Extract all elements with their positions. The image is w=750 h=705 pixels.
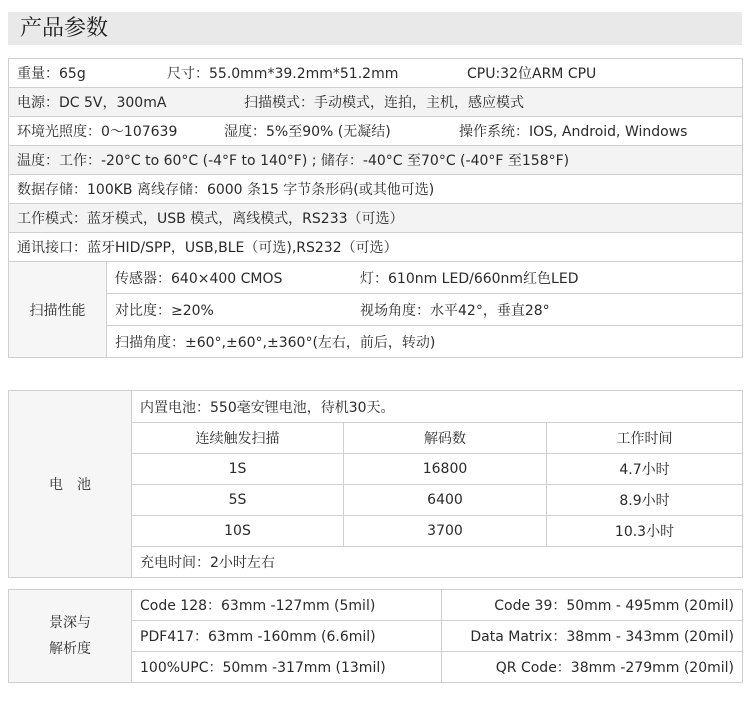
battery-label: 电 池 bbox=[9, 391, 132, 578]
header-trigger: 连续触发扫描 bbox=[132, 423, 344, 454]
spec-humidity: 湿度：5%至90% (无凝结) bbox=[224, 124, 391, 140]
spec-row bbox=[9, 204, 743, 233]
page-title: 产品参数 bbox=[8, 12, 742, 45]
spec-work-mode: 工作模式：蓝牙模式，USB 模式，离线模式，RS233（可选） bbox=[9, 204, 743, 233]
spec-size: 尺寸：55.0mm*39.2mm*51.2mm bbox=[167, 66, 399, 82]
spec-row bbox=[9, 117, 743, 146]
table-row: 10S 3700 10.3小时 bbox=[9, 516, 743, 547]
spec-row bbox=[9, 294, 743, 326]
battery-table bbox=[8, 390, 743, 578]
table-row: 景深与 解析度 Code 128：63mm -127mm (5mil) Code 39：50mm - 495mm (20mil) bbox=[9, 590, 743, 621]
spec-row bbox=[9, 262, 743, 294]
spec-row bbox=[9, 326, 743, 358]
battery-row bbox=[9, 391, 743, 423]
header-work-time: 工作时间 bbox=[547, 423, 743, 454]
battery-charge-time: 充电时间：2小时左右 bbox=[132, 547, 743, 578]
spec-scan-mode: 扫描模式：手动模式，连拍，主机，感应模式 bbox=[244, 95, 524, 111]
table-row: 100%UPC：50mm -317mm (13mil) QR Code：38mm -279mm (20mil) bbox=[9, 652, 743, 683]
table-row: 1S 16800 4.7小时 bbox=[9, 454, 743, 485]
spec-contrast: 对比度：≥20% bbox=[115, 302, 214, 319]
spec-fov: 视场角度：水平42°，垂直28° bbox=[360, 302, 550, 319]
scan-performance-label: 扫描性能 bbox=[9, 262, 107, 358]
spec-scan-angle: 扫描角度：±60°,±60°,±360°(左右，前后，转动) bbox=[107, 326, 743, 358]
depth-table bbox=[8, 589, 743, 683]
spec-row bbox=[9, 146, 743, 175]
battery-builtin: 内置电池：550毫安锂电池，待机30天。 bbox=[132, 391, 743, 423]
spec-light: 灯：610nm LED/660nm红色LED bbox=[360, 270, 579, 287]
spec-interface: 通讯接口：蓝牙HID/SPP，USB,BLE（可选),RS232（可选） bbox=[9, 233, 743, 262]
spec-table bbox=[8, 58, 743, 358]
spec-row bbox=[9, 59, 743, 88]
table-row: 5S 6400 8.9小时 bbox=[9, 485, 743, 516]
spec-power: 电源：DC 5V，300mA bbox=[17, 95, 167, 111]
header-decodes: 解码数 bbox=[344, 423, 547, 454]
spec-storage: 数据存储：100KB 离线存储：6000 条15 字节条形码(或其他可选) bbox=[9, 175, 743, 204]
spec-ambient-light: 环境光照度：0～107639 bbox=[17, 124, 178, 140]
table-row: PDF417：63mm -160mm (6.6mil) Data Matrix：38mm - 343mm (20mil) bbox=[9, 621, 743, 652]
spec-row bbox=[9, 175, 743, 204]
spec-row bbox=[9, 88, 743, 117]
spec-temperature: 温度：工作：-20°C to 60°C (-4°F to 140°F) ; 储存：-40°C 至70°C (-40°F 至158°F) bbox=[9, 146, 743, 175]
spec-weight: 重量：65g bbox=[17, 66, 86, 82]
depth-label: 景深与 解析度 bbox=[9, 590, 132, 683]
spec-os: 操作系统：IOS, Android, Windows bbox=[459, 124, 688, 140]
spec-cpu: CPU:32位ARM CPU bbox=[467, 66, 597, 82]
spec-sensor: 传感器：640×400 CMOS bbox=[115, 270, 283, 287]
spec-row bbox=[9, 233, 743, 262]
